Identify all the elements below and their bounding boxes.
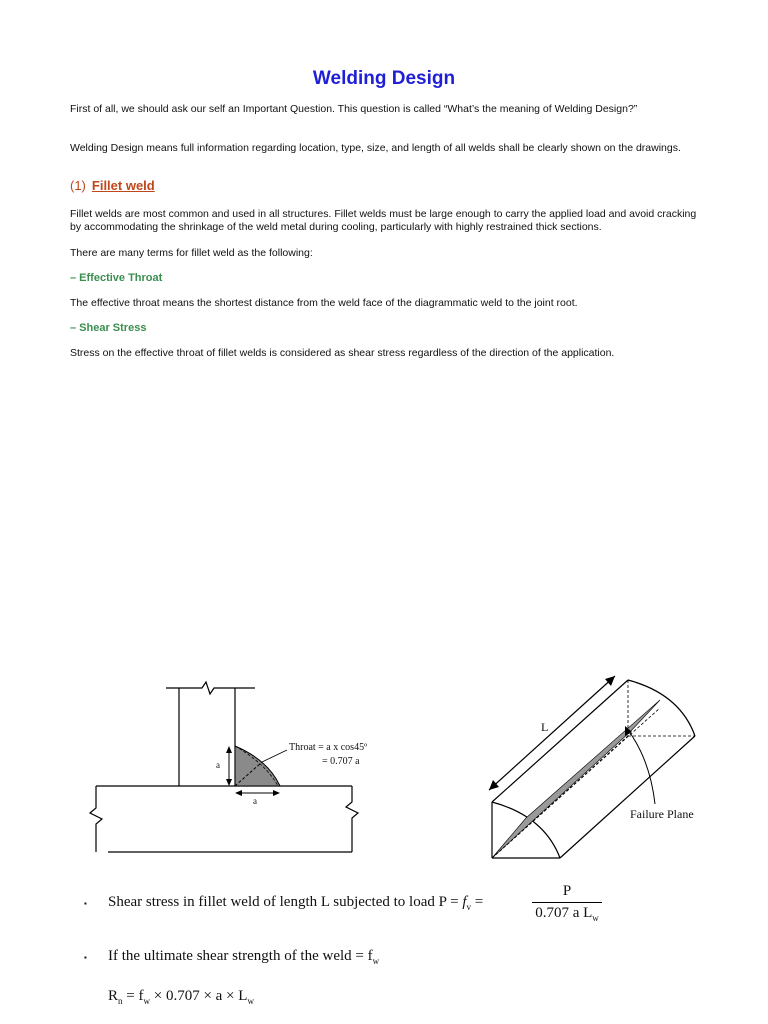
intro-paragraph-1: First of all, we should ask our self an Important Question. This question is called “What’s the meaning of Welding Design?” <box>70 103 638 115</box>
nominal-strength-formula <box>108 988 254 1006</box>
page-title: Welding Design <box>312 68 456 89</box>
length-label: L <box>541 720 549 734</box>
failure-plane-label: Failure Plane <box>630 807 694 821</box>
fillet-weld-number: (1) <box>70 178 86 193</box>
formula-2-sub: w <box>372 956 380 966</box>
formula-1-denominator <box>532 905 602 927</box>
formula-2-text: If the ultimate shear strength of the weld = f <box>108 948 373 964</box>
bullet-icon: ▪ <box>84 899 87 908</box>
shear-stress-formula <box>108 894 483 912</box>
formula-1-eq: = <box>471 894 484 910</box>
fillet-weld-section-diagram <box>80 680 410 865</box>
effective-throat-heading: – Effective Throat <box>70 272 163 284</box>
formula-1-den-text: 0.707 a L <box>535 905 593 921</box>
bullet-icon: ▪ <box>84 953 87 962</box>
formula-3-rn-sub: n <box>118 996 123 1006</box>
fillet-weld-heading <box>70 178 155 193</box>
fillet-paragraph-2: There are many terms for fillet weld as the following: <box>70 247 313 259</box>
fillet-paragraph-1: Fillet welds are most common and used in all structures. Fillet welds must be large enough to carry the applied load and avoid cracking by accommodating the shrinkage of the weld metal during cooling, particularly with highly restrained thick sections. <box>70 208 697 233</box>
effective-throat-text: The effective throat means the shortest distance from the weld face of the diagrammatic weld to the joint root. <box>70 297 578 309</box>
fillet-weld-title: Fillet weld <box>91 178 155 193</box>
weld-failure-plane-diagram <box>480 670 720 870</box>
vertical-leg-label: a <box>216 760 220 770</box>
intro-paragraph-2: Welding Design means full information regarding location, type, size, and length of all welds shall be clearly shown on the drawings. <box>70 142 681 154</box>
throat-label-line2: = 0.707 a <box>322 756 360 767</box>
shear-stress-heading: – Shear Stress <box>70 322 147 334</box>
formula-1-fraction <box>532 883 602 927</box>
formula-3-fw-sub: w <box>143 996 150 1006</box>
formula-1-text: Shear stress in fillet weld of length L subjected to load P = <box>108 894 463 910</box>
formula-3-eq: = f <box>122 988 144 1004</box>
formula-1-numerator: P <box>562 883 572 899</box>
shear-stress-text: Stress on the effective throat of fillet welds is considered as shear stress regardless of the direction of the application. <box>70 347 615 359</box>
ultimate-strength-line <box>108 948 379 966</box>
throat-label-line1: Throat = a x cos45º <box>289 742 368 753</box>
formula-1-fv-sub: v <box>466 902 472 912</box>
formula-3-lw-sub: w <box>247 996 254 1006</box>
formula-3-rest: × 0.707 × a × L <box>149 988 248 1004</box>
horizontal-leg-label: a <box>253 796 257 806</box>
formula-1-fv: f <box>462 894 467 910</box>
formula-3-rn: R <box>108 988 119 1004</box>
formula-1-den-sub: w <box>592 913 599 923</box>
